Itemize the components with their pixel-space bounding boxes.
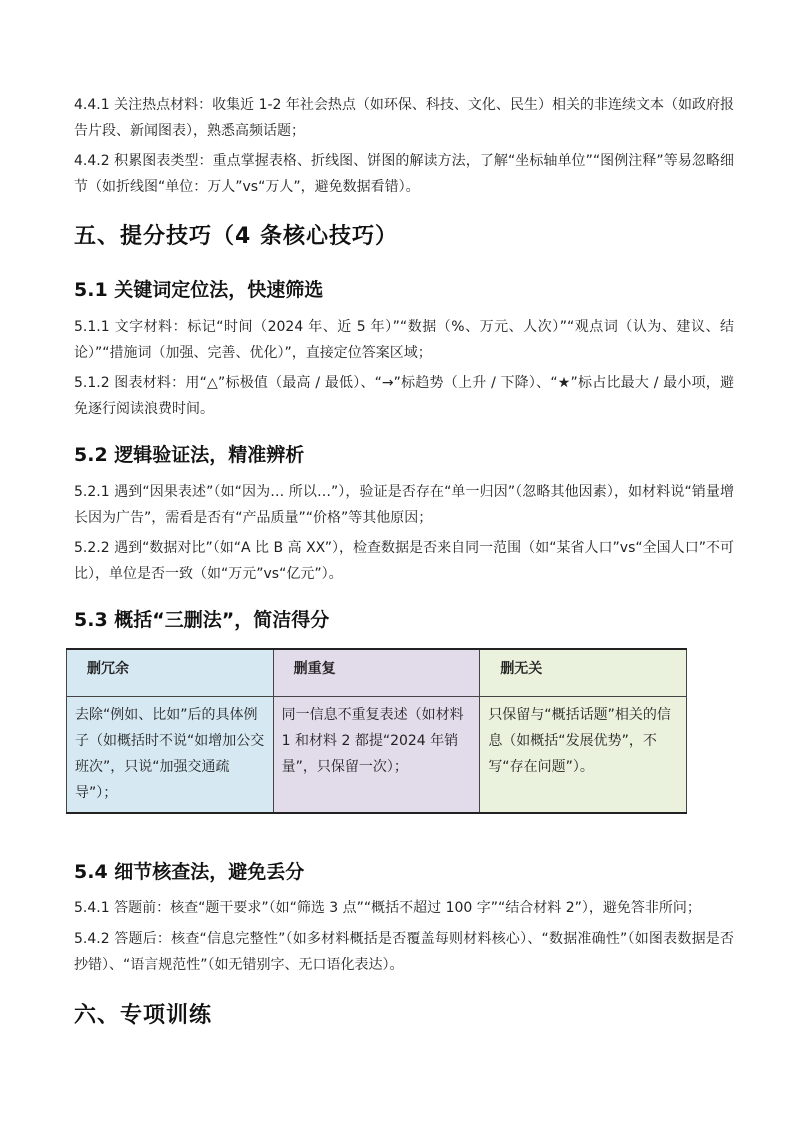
section-6-heading: 六、专项训练 [74,1003,213,1028]
table-cell: 只保留与“概括话题”相关的信息（如概括“发展优势”，不写“存在问题”）。 [480,697,687,814]
paragraph-5-2-2: 5.2.2 遇到“数据对比”（如“A 比 B 高 XX”），检查数据是否来自同一范围（如“某省人口”vs“全国人口”不可比），单位是否一致（如“万元”vs“亿元”）。 [74,540,734,582]
table-header-cell: 删无关 [480,649,687,697]
table-cell: 去除“例如、比如”后的具体例子（如概括时不说“如增加公交班次”，只说“加强交通疏导”）； [67,697,274,814]
table-header-cell: 删重复 [273,649,480,697]
paragraph-5-1-2: 5.1.2 图表材料：用“△”标极值（最高 / 最低）、“→”标趋势（上升 / 下降）、“★”标占比最大 / 最小项，避免逐行阅读浪费时间。 [74,375,734,417]
paragraph-5-4-1: 5.4.1 答题前：核查“题干要求”（如“筛选 3 点”“概括不超过 100 字”“结合材料 2”），避免答非所问； [74,900,701,916]
table-row [67,697,687,814]
paragraph-4-4-2: 4.4.2 积累图表类型：重点掌握表格、折线图、饼图的解读方法，了解“坐标轴单位”“图例注释”等易忽略细节（如折线图“单位：万人”vs“万人”，避免数据看错）。 [74,153,734,195]
table-header-row [67,649,687,697]
subsection-5-4-heading: 5.4 细节核查法，避免丢分 [74,861,305,883]
paragraph-5-2-1: 5.2.1 遇到“因果表述”（如“因为… 所以…”），验证是否存在“单一归因”（忽略其他因素），如材料说“销量增长因为广告”，需看是否有“产品质量”“价格”等其他原因； [74,484,734,526]
paragraph-5-4-2: 5.4.2 答题后：核查“信息完整性”（如多材料概括是否覆盖每则材料核心）、“数据准确性”（如图表数据是否抄错）、“语言规范性”（如无错别字、无口语化表达）。 [74,931,734,973]
subsection-5-1-heading: 5.1 关键词定位法，快速筛选 [74,279,324,301]
paragraph-4-4-1: 4.4.1 关注热点材料：收集近 1-2 年社会热点（如环保、科技、文化、民生）相关的非连续文本（如政府报告片段、新闻图表），熟悉高频话题； [74,97,734,139]
paragraph-5-1-1: 5.1.1 文字材料：标记“时间（2024 年、近 5 年）”“数据（%、万元、人次）”“观点词（认为、建议、结论）”“措施词（加强、完善、优化）”，直接定位答案区域； [74,319,734,361]
table-cell: 同一信息不重复表述（如材料 1 和材料 2 都提“2024 年销量”，只保留一次）； [273,697,480,814]
table-header-cell: 删冗余 [67,649,274,697]
subsection-5-2-heading: 5.2 逻辑验证法，精准辨析 [74,444,305,466]
section-5-heading: 五、提分技巧（4 条核心技巧） [74,224,398,249]
subsection-5-3-heading: 5.3 概括“三删法”，简洁得分 [74,609,330,631]
three-deletions-table [66,648,687,814]
